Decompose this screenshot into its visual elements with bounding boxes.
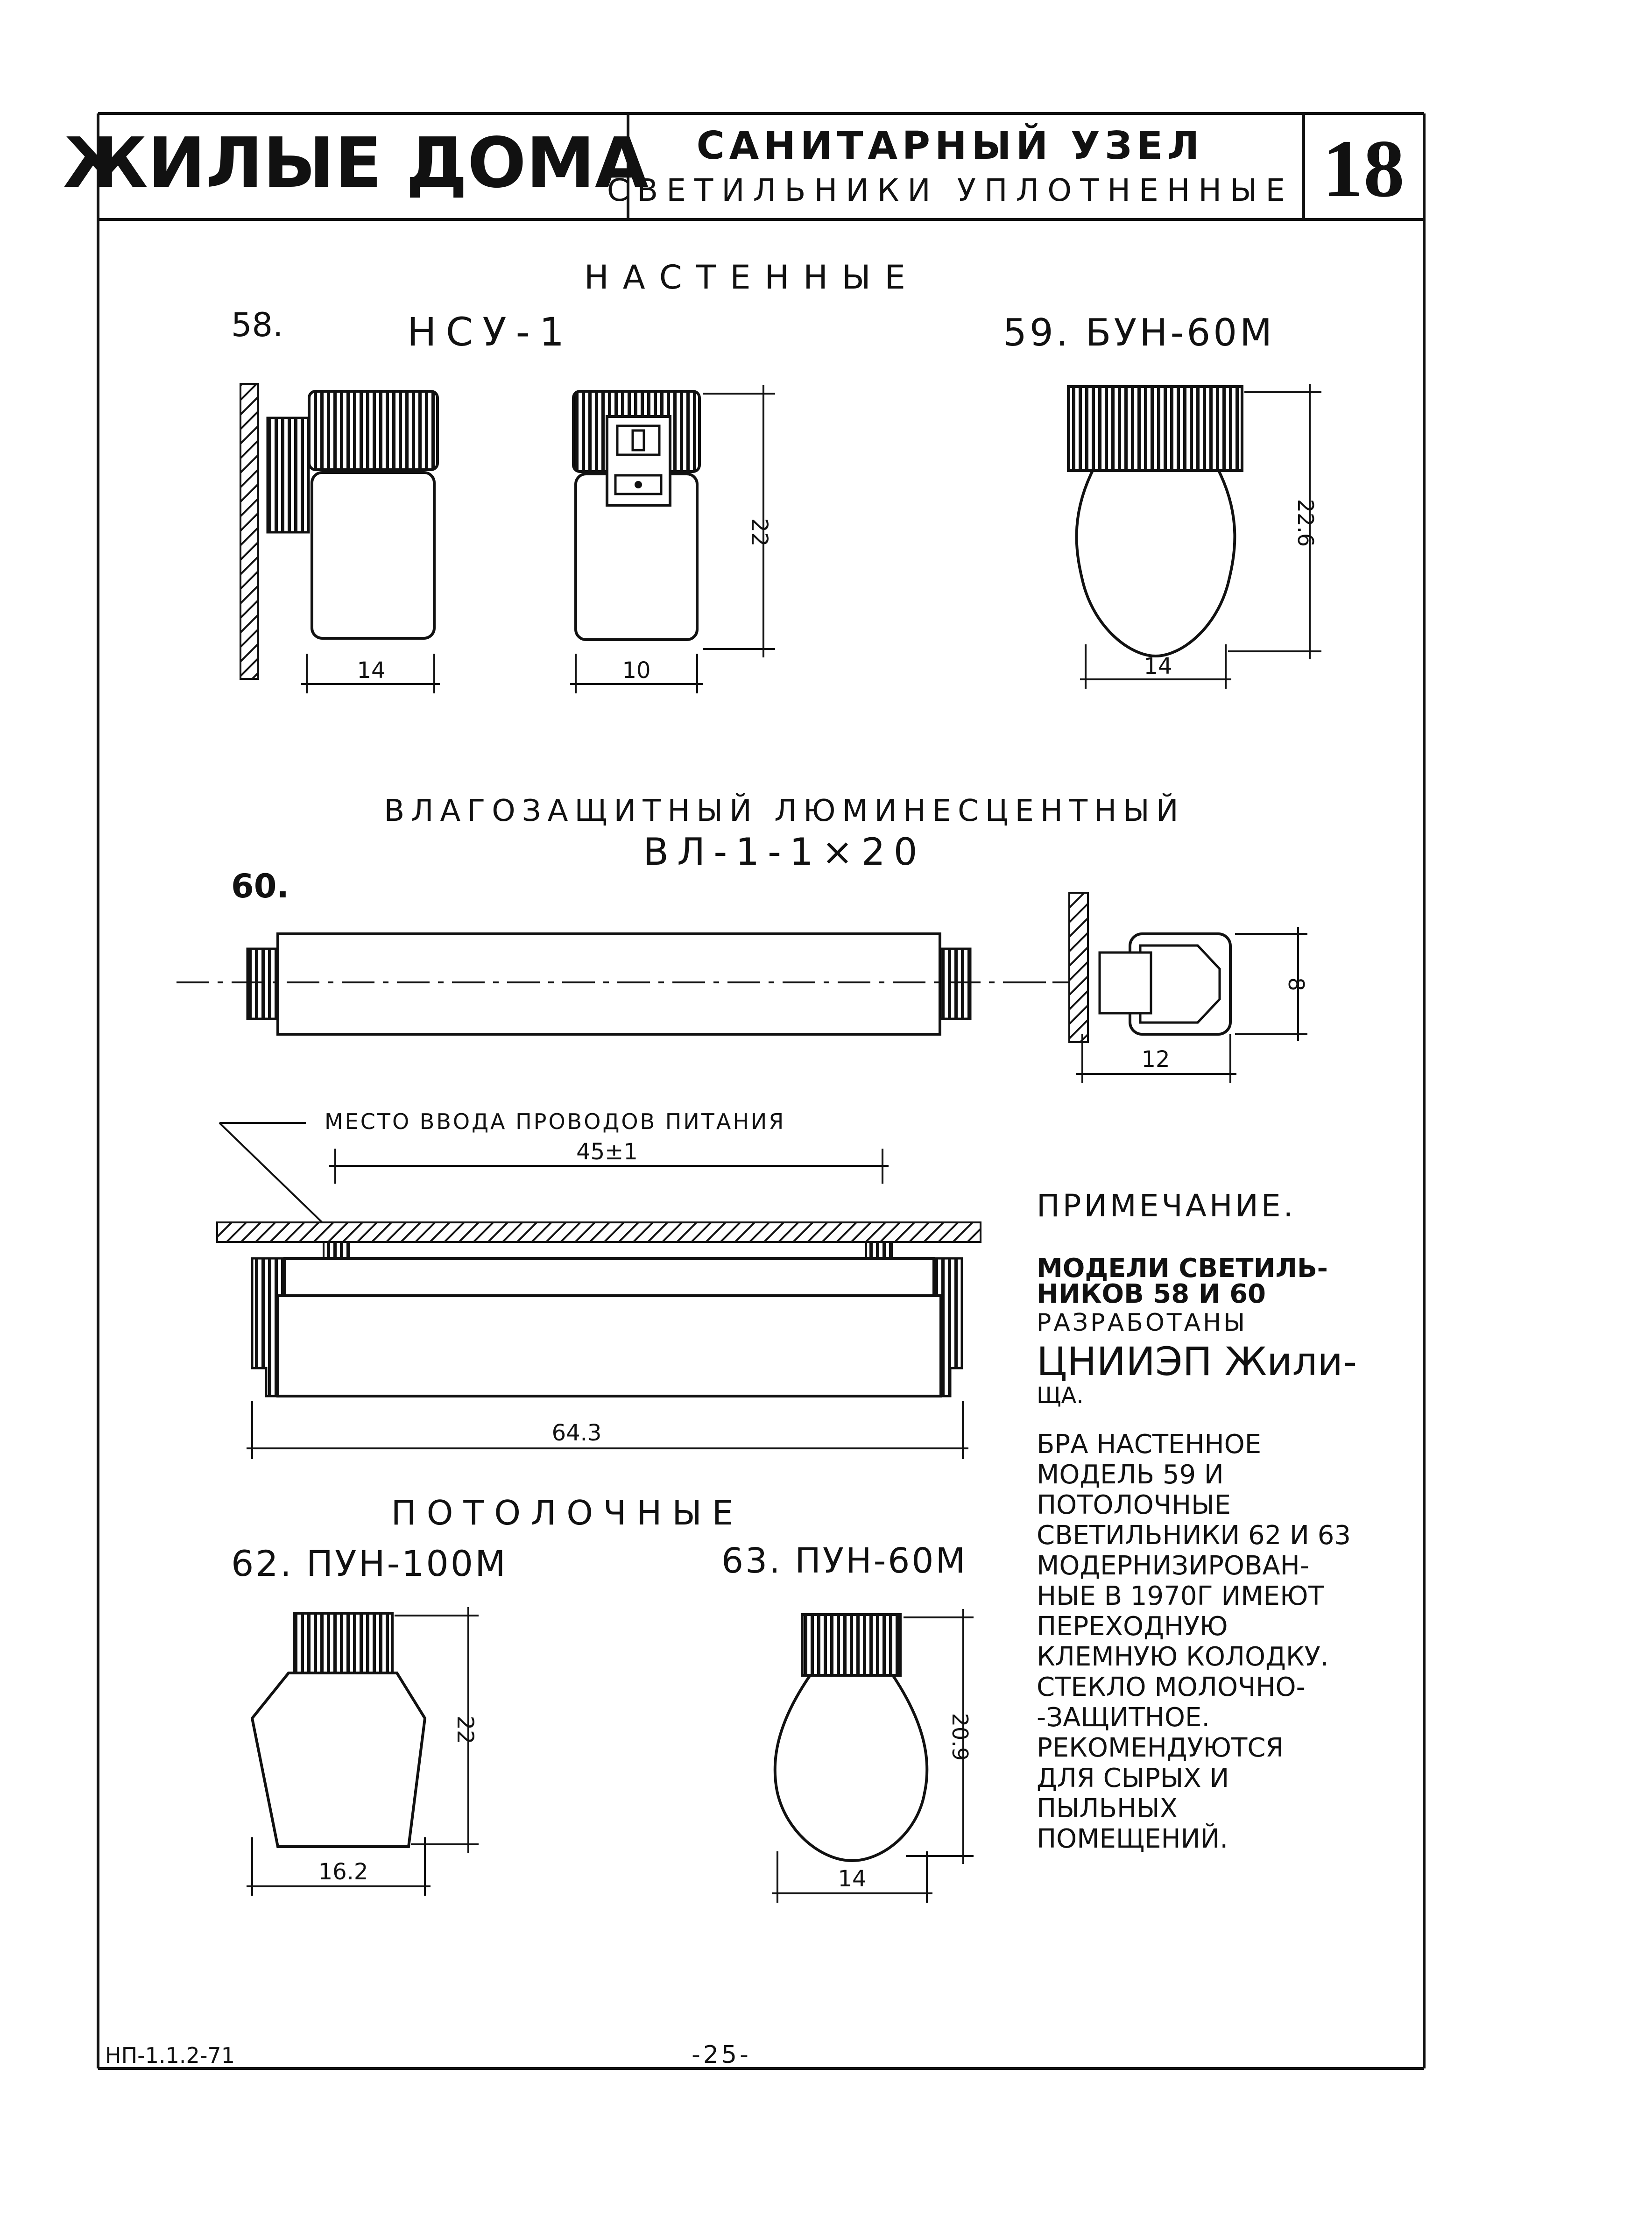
fixture-58-front-view bbox=[573, 391, 699, 640]
mount-pad-left bbox=[324, 1242, 349, 1258]
end-cap-right bbox=[940, 949, 970, 1019]
dim-58-width-2-label: 10 bbox=[622, 657, 651, 684]
wall-hatch bbox=[1069, 893, 1088, 1042]
note-p2-line: ПЫЛЬНЫХ bbox=[1037, 1793, 1178, 1824]
dim-62-width-label: 16.2 bbox=[318, 1859, 368, 1885]
fixture-60-front-view bbox=[176, 934, 1027, 1034]
dim-60-mount-label: 45±1 bbox=[576, 1139, 638, 1165]
note-p1-line: МОДЕЛИ СВЕТИЛЬ- bbox=[1037, 1253, 1328, 1284]
fixture-60-number: 60. bbox=[231, 867, 289, 905]
dim-58-width-1-label: 14 bbox=[357, 657, 386, 684]
note-block bbox=[1037, 1188, 1357, 1854]
sheet-number: 18 bbox=[1322, 123, 1405, 214]
note-p2-line: НЫЕ В 1970Г ИМЕЮТ bbox=[1037, 1581, 1324, 1611]
note-p2-line: ПОМЕЩЕНИЙ. bbox=[1037, 1824, 1228, 1854]
lamp-cap bbox=[309, 391, 438, 470]
lamp-cap bbox=[294, 1613, 392, 1673]
note-p2-line: РЕКОМЕНДУЮТСЯ bbox=[1037, 1733, 1284, 1763]
note-p2-line: СВЕТИЛЬНИКИ 62 И 63 bbox=[1037, 1520, 1351, 1551]
fixture-62-view bbox=[252, 1613, 425, 1847]
lamp-cap bbox=[1068, 387, 1242, 471]
ceiling-group-title: ПОТОЛОЧНЫЕ bbox=[391, 1493, 744, 1532]
wall-hatch bbox=[240, 384, 258, 679]
lamp-glass bbox=[1077, 471, 1235, 656]
note-p2-line: БРА НАСТЕННОЕ bbox=[1037, 1429, 1262, 1460]
fixture-60-bottom-view bbox=[217, 1222, 981, 1396]
lamp-holder bbox=[1100, 953, 1151, 1013]
fixture-58-side-view bbox=[240, 384, 438, 679]
lamp-glass bbox=[252, 1673, 425, 1847]
fixture-58-number: 58. bbox=[231, 306, 283, 344]
mount-pad-right bbox=[866, 1242, 892, 1258]
fixture-62-label: 62. ПУН-100М bbox=[231, 1543, 508, 1584]
diffuser bbox=[278, 1296, 941, 1396]
note-p2-line: МОДЕЛЬ 59 И bbox=[1037, 1460, 1224, 1490]
lamp-cap bbox=[802, 1615, 900, 1675]
dim-63-height-label: 20.9 bbox=[947, 1713, 973, 1761]
note-p2-line: КЛЕМНУЮ КОЛОДКУ. bbox=[1037, 1642, 1329, 1672]
ceiling-hatch bbox=[217, 1222, 981, 1242]
dim-60-length-label: 64.3 bbox=[551, 1420, 602, 1446]
wire-entry-note: МЕСТО ВВОДА ПРОВОДОВ ПИТАНИЯ bbox=[325, 1109, 786, 1134]
dim-60-length bbox=[247, 1401, 968, 1459]
fixture-63-label: 63. ПУН-60М bbox=[721, 1541, 967, 1581]
lamp-glass bbox=[775, 1675, 927, 1861]
dim-63-width-label: 14 bbox=[838, 1866, 867, 1892]
fixture-59-view bbox=[1068, 387, 1242, 656]
note-p2-line: ДЛЯ СЫРЫХ И bbox=[1037, 1763, 1229, 1793]
fixture-58-name: НСУ-1 bbox=[407, 309, 574, 355]
tube-body bbox=[278, 934, 940, 1034]
dim-62-height-label: 22 bbox=[452, 1715, 478, 1744]
note-p1-line: НИКОВ 58 И 60 bbox=[1037, 1279, 1266, 1309]
note-p1-line: РАЗРАБОТАНЫ bbox=[1037, 1309, 1248, 1337]
dim-60-side-width-label: 12 bbox=[1141, 1046, 1170, 1073]
note-p2-line: ПОТОЛОЧНЫЕ bbox=[1037, 1490, 1231, 1520]
note-p2-line: ПЕРЕХОДНУЮ bbox=[1037, 1611, 1228, 1642]
footer-page: -25- bbox=[692, 2041, 751, 2069]
note-p2-line: СТЕКЛО МОЛОЧНО- bbox=[1037, 1672, 1306, 1702]
section-title: САНИТАРНЫЙ УЗЕЛ bbox=[696, 124, 1204, 168]
body-top bbox=[285, 1258, 934, 1296]
note-p1-end: ЩА. bbox=[1037, 1383, 1084, 1409]
end-cap-left bbox=[247, 949, 278, 1019]
wall-group-title: НАСТЕННЫЕ bbox=[584, 258, 919, 296]
fluorescent-title: ВЛАГОЗАЩИТНЫЙ ЛЮМИНЕСЦЕНТНЫЙ bbox=[384, 794, 1185, 828]
subsection-title: СВЕТИЛЬНИКИ УПЛОТНЕННЫЕ bbox=[607, 172, 1294, 208]
fluorescent-model: ВЛ-1-1×20 bbox=[643, 830, 926, 874]
fixture-59-label: 59. БУН-60М bbox=[1003, 311, 1275, 354]
footer-code: НП-1.1.2-71 bbox=[105, 2043, 235, 2068]
note-p2-line: МОДЕРНИЗИРОВАН- bbox=[1037, 1551, 1309, 1581]
lamp-glass bbox=[312, 473, 434, 638]
dim-58-height-label: 22 bbox=[746, 518, 772, 547]
wire-entry-leader bbox=[219, 1123, 322, 1222]
note-title: ПРИМЕЧАНИЕ. bbox=[1037, 1188, 1296, 1224]
mount-bracket bbox=[268, 418, 309, 532]
dim-60-side-height-label: 8 bbox=[1284, 977, 1309, 991]
fixture-60-side-view bbox=[1027, 893, 1230, 1042]
note-p2-line: -ЗАЩИТНОЕ. bbox=[1037, 1702, 1210, 1733]
note-organisation: ЦНИИЭП Жили- bbox=[1037, 1339, 1357, 1384]
dim-59-width-label: 14 bbox=[1144, 653, 1172, 679]
fixture-63-view bbox=[775, 1615, 927, 1861]
dim-59-height-label: 22.6 bbox=[1293, 499, 1318, 547]
series-title: ЖИЛЫЕ ДОМА bbox=[63, 123, 649, 203]
